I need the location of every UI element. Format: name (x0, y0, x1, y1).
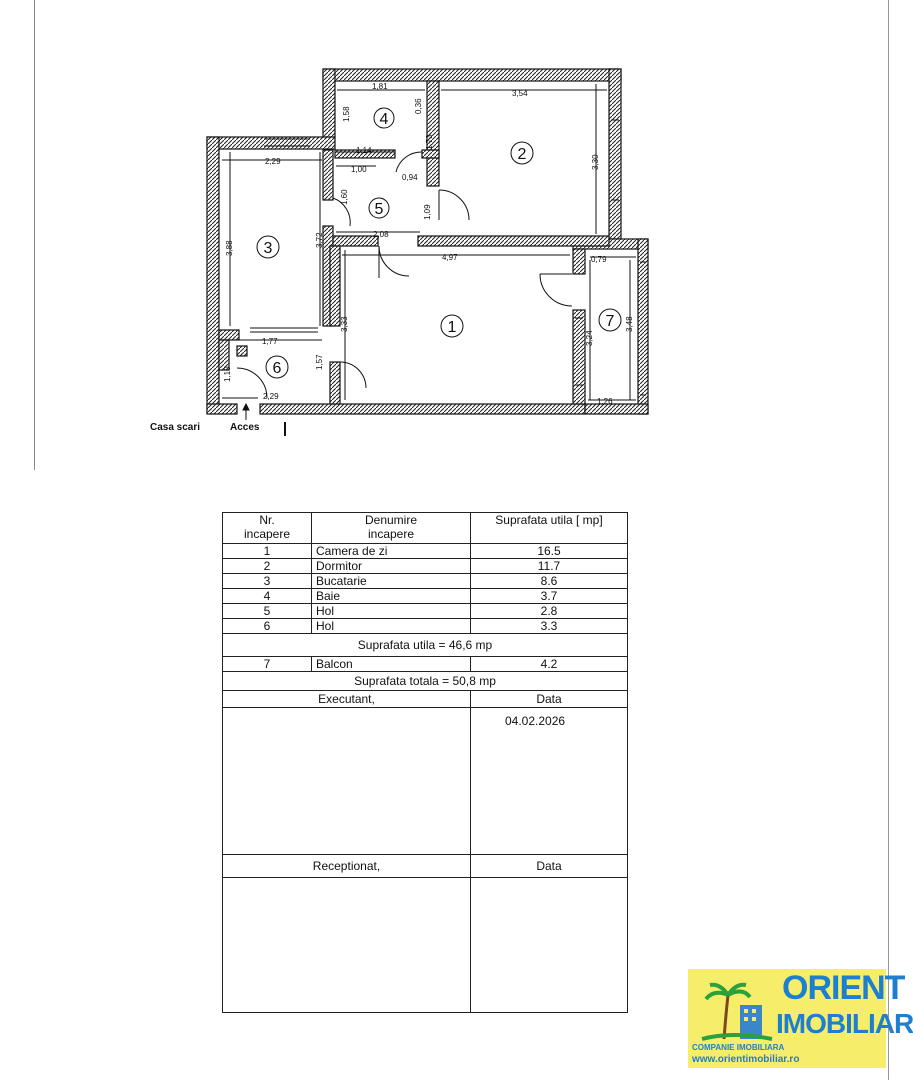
dim-label: 0,36 (414, 98, 423, 114)
row-nr: 1 (223, 544, 312, 559)
dim-label: 3,48 (625, 316, 634, 332)
row-name: Balcon (312, 657, 471, 672)
dim-label: 1,58 (342, 106, 351, 122)
executant-sign-area (223, 708, 471, 855)
row-name: Baie (312, 589, 471, 604)
dim-label: 1,60 (340, 189, 349, 205)
access-label: Acces (230, 422, 260, 433)
row-area: 3.7 (471, 589, 628, 604)
company-logo (688, 969, 913, 1068)
useful-total-row (223, 634, 628, 657)
received-sign-area (223, 878, 471, 1013)
date-label: Data (471, 691, 628, 708)
room-3-number: 3 (263, 240, 273, 257)
table-row (223, 604, 628, 619)
table-row (223, 589, 628, 604)
room-2-number: 2 (517, 146, 527, 163)
dim-label: 3,30 (591, 154, 600, 170)
received-sign-row (223, 878, 628, 1013)
row-nr: 2 (223, 559, 312, 574)
floor-plan (0, 0, 897, 470)
row-area: 3.3 (471, 619, 628, 634)
row-nr: 3 (223, 574, 312, 589)
dim-label: 1,81 (372, 82, 388, 91)
grand-total-row (223, 672, 628, 691)
logo-title-2: IMOBILIAR (776, 1008, 913, 1039)
logo-url: www.orientimobiliar.ro (692, 1054, 800, 1065)
dim-label: 1,57 (315, 354, 324, 370)
balcony-row (223, 657, 628, 672)
row-area: 4.2 (471, 657, 628, 672)
dim-label: 0,94 (402, 173, 418, 182)
executant-sign-row (223, 708, 628, 855)
row-name: Bucatarie (312, 574, 471, 589)
dim-label: 0,79 (591, 255, 607, 264)
dim-label: 2,29 (263, 392, 279, 401)
stairs-label: Casa scari (150, 422, 201, 433)
received-label: Receptionat, (223, 855, 471, 878)
dim-label: 1,26 (597, 397, 613, 406)
dim-label: 3,72 (315, 232, 324, 248)
row-name: Hol (312, 619, 471, 634)
header-nr: Nr. incapere (223, 513, 312, 544)
dim-label: 1,00 (351, 165, 367, 174)
table-header-row (223, 513, 628, 544)
dim-label: 3,54 (512, 89, 528, 98)
dim-label: 2,29 (265, 157, 281, 166)
room-4-number: 4 (379, 111, 389, 128)
header-name: Denumire incapere (312, 513, 471, 544)
date-label-2: Data (471, 855, 628, 878)
row-name: Dormitor (312, 559, 471, 574)
row-nr: 6 (223, 619, 312, 634)
table-row (223, 574, 628, 589)
row-nr: 5 (223, 604, 312, 619)
dim-label: 2,08 (373, 230, 389, 239)
logo-title-1: ORIENT (782, 969, 905, 1007)
date-cell (471, 708, 628, 855)
dim-label: 1,73 (425, 134, 434, 150)
date-value: 04.02.2026 (505, 714, 566, 728)
header-area: Suprafata utila [ mp] (471, 513, 628, 544)
row-nr: 7 (223, 657, 312, 672)
row-area: 11.7 (471, 559, 628, 574)
table-row (223, 559, 628, 574)
room-1-number: 1 (447, 319, 457, 336)
received-header-row (223, 855, 628, 878)
table-row (223, 544, 628, 559)
row-name: Camera de zi (312, 544, 471, 559)
rooms-table (222, 512, 628, 1013)
row-area: 2.8 (471, 604, 628, 619)
row-area: 16.5 (471, 544, 628, 559)
dim-label: 4,97 (442, 253, 458, 262)
grand-total: Suprafata totala = 50,8 mp (223, 672, 628, 691)
dim-label: 3,24 (585, 330, 594, 346)
dim-label: 3,33 (340, 316, 349, 332)
date-cell-2 (471, 878, 628, 1013)
executant-header-row (223, 691, 628, 708)
dim-label: 1,10 (223, 366, 232, 382)
room-5-number: 5 (374, 201, 384, 218)
table-row (223, 619, 628, 634)
logo-subtitle: COMPANIE IMOBILIARA (692, 1043, 785, 1052)
palm-tree-icon (702, 983, 772, 1043)
useful-total: Suprafata utila = 46,6 mp (223, 634, 628, 657)
executant-label: Executant, (223, 691, 471, 708)
room-6-number: 6 (272, 360, 282, 377)
row-name: Hol (312, 604, 471, 619)
dim-label: 3,88 (225, 240, 234, 256)
dim-label: 1,77 (262, 337, 278, 346)
row-area: 8.6 (471, 574, 628, 589)
room-7-number: 7 (605, 313, 615, 330)
dim-label: 1,14 (356, 146, 372, 155)
row-nr: 4 (223, 589, 312, 604)
dim-label: 1,09 (423, 204, 432, 220)
